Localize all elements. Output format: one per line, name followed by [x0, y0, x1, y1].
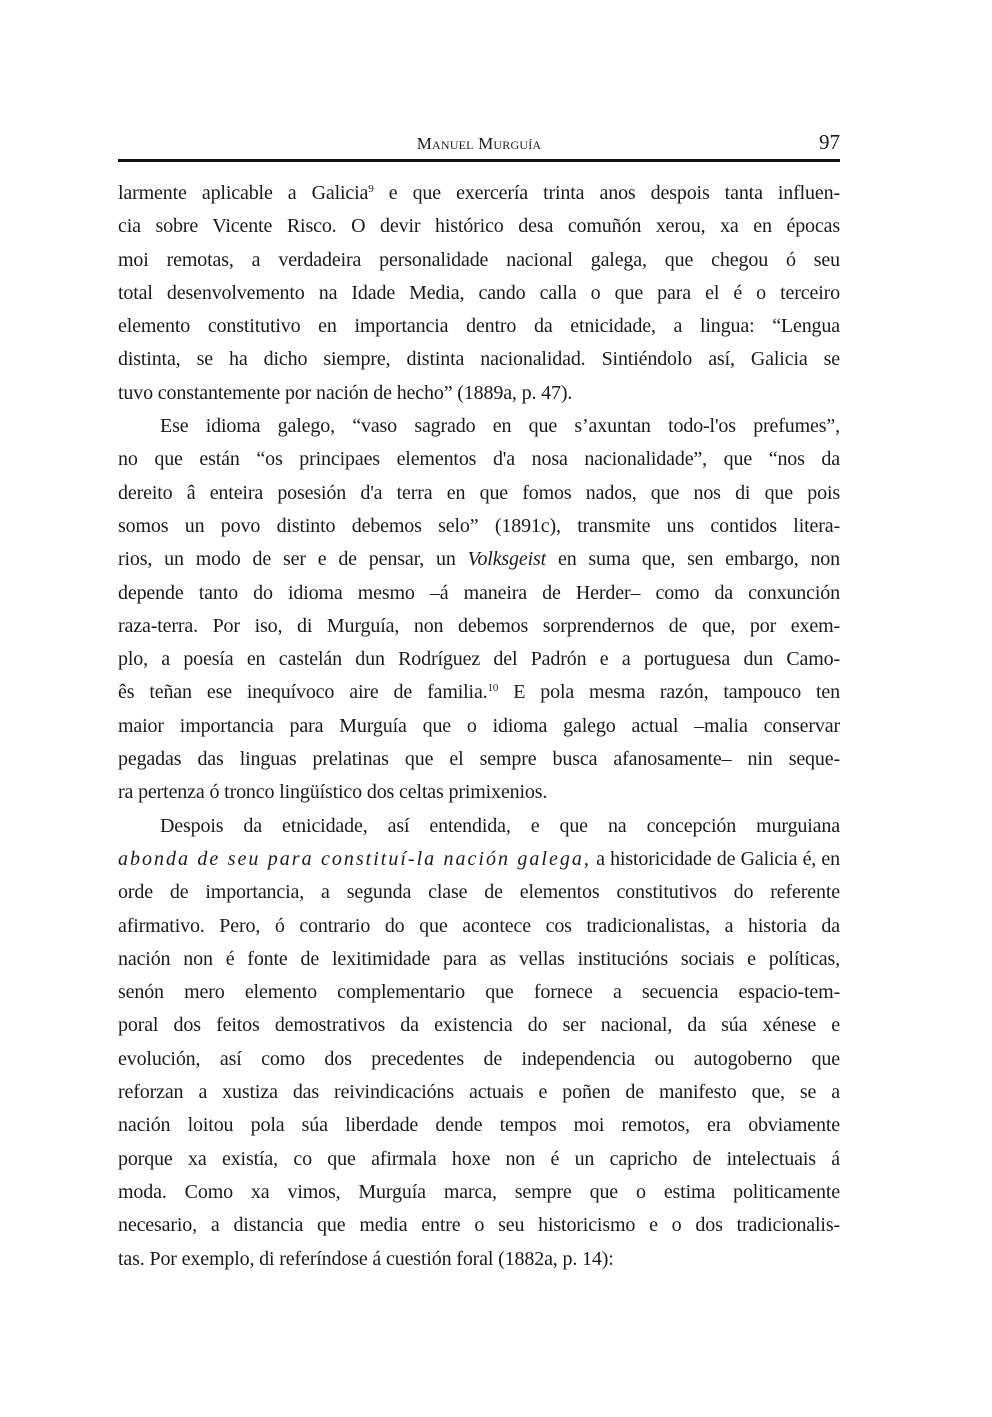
text-line: [118, 976, 840, 1009]
text-run: en suma que, sen embargo, non: [546, 548, 840, 571]
text-run: orde de importancia, a segunda clase de elementos constitutivos do referente: [118, 881, 840, 904]
text-run: poral dos feitos demostrativos da existencia do ser nacional, da súa xénese e: [118, 1014, 840, 1037]
text-run: ês teñan ese inequívoco aire de familia.: [118, 681, 488, 704]
text-run: porque xa existía, co que afirmala hoxe non é un capricho de intelectuais á: [118, 1147, 840, 1170]
text-run: raza-terra. Por iso, di Murguía, non debemos sorprendernos de que, por exem-: [118, 614, 840, 637]
text-run: ra pertenza ó tronco lingüístico dos celtas primixenios.: [118, 781, 548, 804]
text-run: e que exercería trinta anos despois tanta influen-: [373, 182, 840, 204]
text-run: tas. Por exemplo, di referíndose á cuestión foral (1882a, p. 14):: [118, 1247, 614, 1270]
page-number: 97: [819, 130, 840, 154]
text-line: [118, 510, 840, 543]
text-run: reforzan a xustiza das reivindicacións actuais e poñen de manifesto que, se a: [118, 1081, 840, 1104]
text-line: [118, 1209, 840, 1242]
text-run: evolución, así como dos precedentes de independencia ou autogoberno que: [118, 1047, 840, 1070]
text-line: [118, 310, 840, 343]
text-run: pegadas das linguas prelatinas que el sempre busca afanosamente– nin seque-: [118, 748, 840, 771]
text-line: [118, 1109, 840, 1142]
page-header: [118, 128, 840, 158]
text-line: [118, 1243, 840, 1276]
text-line: [118, 1009, 840, 1042]
text-line: [118, 410, 840, 443]
text-run: plo, a poesía en castelán dun Rodríguez del Padrón e a portuguesa dun Camo-: [118, 648, 840, 671]
header-rule: [118, 159, 840, 162]
text-run: moi remotas, a verdadeira personalidade nacional galega, que chegou ó seu: [118, 248, 840, 271]
text-line: [118, 843, 840, 876]
italic-text: abonda de seu para constituí-la nación galega,: [118, 847, 591, 870]
text-line: [118, 776, 840, 809]
text-run: depende tanto do idioma mesmo –á maneira de Herder– como da conxunción: [118, 581, 840, 604]
text-line: [118, 443, 840, 476]
text-line: [118, 377, 840, 410]
text-run: cia sobre Vicente Risco. O devir histórico desa comuñón xerou, xa en épocas: [118, 215, 840, 238]
text-run: tuvo constantemente por nación de hecho” (1889a, p. 47).: [118, 381, 573, 404]
text-run: moda. Como xa vimos, Murguía marca, sempre que o estima politicamente: [118, 1180, 840, 1203]
text-run: elemento constitutivo en importancia dentro da etnicidade, a lingua: “Lengua: [118, 315, 840, 338]
text-run: somos un povo distinto debemos selo” (1891c), transmite uns contidos litera-: [118, 514, 840, 537]
text-run: E pola mesma razón, tampouco ten: [498, 681, 840, 704]
text-run: no que están “os principaes elementos d'a nosa nacionalidade”, que “nos da: [118, 448, 840, 471]
text-line: [118, 676, 840, 709]
text-line: [118, 1143, 840, 1176]
text-line: [118, 610, 840, 643]
text-line: [118, 543, 840, 576]
text-run: a historicidade de Galicia é, en: [590, 847, 840, 870]
text-line: [118, 910, 840, 943]
italic-text: Volksgeist: [467, 548, 547, 571]
text-line: [118, 876, 840, 909]
text-run: maior importancia para Murguía que o idioma galego actual –malia conservar: [118, 714, 840, 737]
text-run: nación loitou pola súa liberdade dende tempos moi remotos, era obviamente: [118, 1114, 840, 1137]
text-line: [118, 210, 840, 243]
footnote-ref: 10: [487, 682, 499, 695]
text-run: afirmativo. Pero, ó contrario do que acontece cos tradicionalistas, a historia da: [118, 914, 840, 937]
text-line: [118, 277, 840, 310]
text-line: [118, 943, 840, 976]
text-run: larmente aplicable a Galicia: [118, 182, 369, 204]
text-line: [118, 643, 840, 676]
footnote-ref: 9: [368, 183, 374, 195]
text-line: [118, 577, 840, 610]
text-line: [118, 244, 840, 277]
text-line: [118, 810, 840, 843]
body-text: [118, 177, 840, 1276]
text-run: dereito â enteira posesión d'a terra en que fomos nados, que nos di que pois: [118, 481, 840, 504]
text-run: rios, un modo de ser e de pensar, un: [118, 548, 468, 571]
text-line: [118, 1176, 840, 1209]
text-line: [118, 1076, 840, 1109]
text-run: Ese idioma galego, “vaso sagrado en que s’axuntan todo-l'os prefumes”,: [160, 415, 840, 438]
text-line: [118, 1043, 840, 1076]
text-run: necesario, a distancia que media entre o seu historicismo e o dos tradicionalis-: [118, 1214, 840, 1237]
text-line: [118, 177, 840, 210]
text-line: [118, 477, 840, 510]
text-line: [118, 743, 840, 776]
running-title: Manuel Murguía: [416, 134, 542, 153]
text-run: distinta, se ha dicho siempre, distinta nacionalidad. Sintiéndolo así, Galicia se: [118, 348, 840, 371]
text-line: [118, 343, 840, 376]
text-run: senón mero elemento complementario que fornece a secuencia espacio-tem-: [118, 981, 840, 1004]
text-line: [118, 710, 840, 743]
text-run: nación non é fonte de lexitimidade para as vellas institucións sociais e políticas,: [118, 947, 840, 970]
text-run: Despois da etnicidade, así entendida, e que na concepción murguiana: [160, 814, 840, 837]
text-run: total desenvolvemento na Idade Media, cando calla o que para el é o terceiro: [118, 281, 840, 304]
